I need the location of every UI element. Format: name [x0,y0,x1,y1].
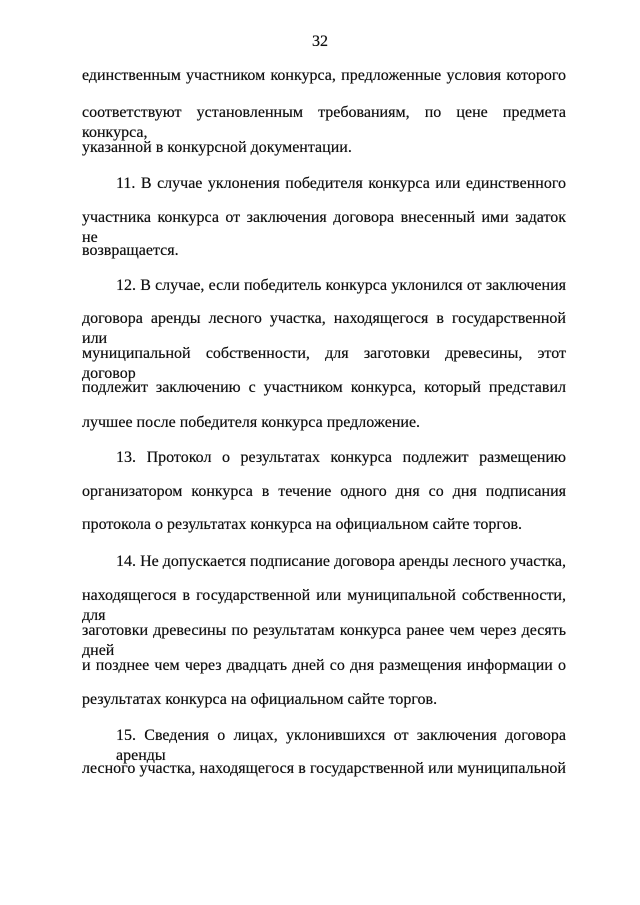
text-line: находящегося в государственной или муниципальной собственности, для [82,587,566,624]
text-line: единственным участником конкурса, предложенные условия которого [82,67,566,84]
text-line: соответствуют установленным требованиям, по цене предмета конкурса, [82,104,566,141]
text-line: муниципальной собственности, для заготовки древесины, этот договор [82,345,566,382]
text-line: договора аренды лесного участка, находящегося в государственной или [82,310,566,347]
text-line: заготовки древесины по результатам конкурса ранее чем через десять дней [82,622,566,659]
text-line: участника конкурса от заключения договора внесенный ими задаток не [82,209,566,246]
page-number: 32 [312,33,328,50]
paragraph-15-line: 15. Сведения о лицах, уклонившихся от заключения договора аренды [116,727,566,764]
text-line: возвращается. [82,242,179,259]
text-line: подлежит заключению с участником конкурса, который представил [82,379,566,396]
paragraph-13-line: 13. Протокол о результатах конкурса подлежит размещению [116,449,566,466]
text-line: организатором конкурса в течение одного дня со дня подписания [82,483,566,500]
text-line: протокола о результатах конкурса на официальном сайте торгов. [82,516,523,533]
paragraph-14-line: 14. Не допускается подписание договора аренды лесного участка, [116,553,566,570]
text-line: лучшее после победителя конкурса предложение. [82,414,421,431]
text-line: и позднее чем через двадцать дней со дня размещения информации о [82,657,566,674]
paragraph-11-line: 11. В случае уклонения победителя конкурса или единственного [116,175,566,192]
text-line: указанной в конкурсной документации. [82,139,352,156]
paragraph-12-line: 12. В случае, если победитель конкурса уклонился от заключения [116,277,566,294]
text-line: результатах конкурса на официальном сайте торгов. [82,691,438,708]
text-line: лесного участка, находящегося в государственной или муниципальной [82,760,566,777]
